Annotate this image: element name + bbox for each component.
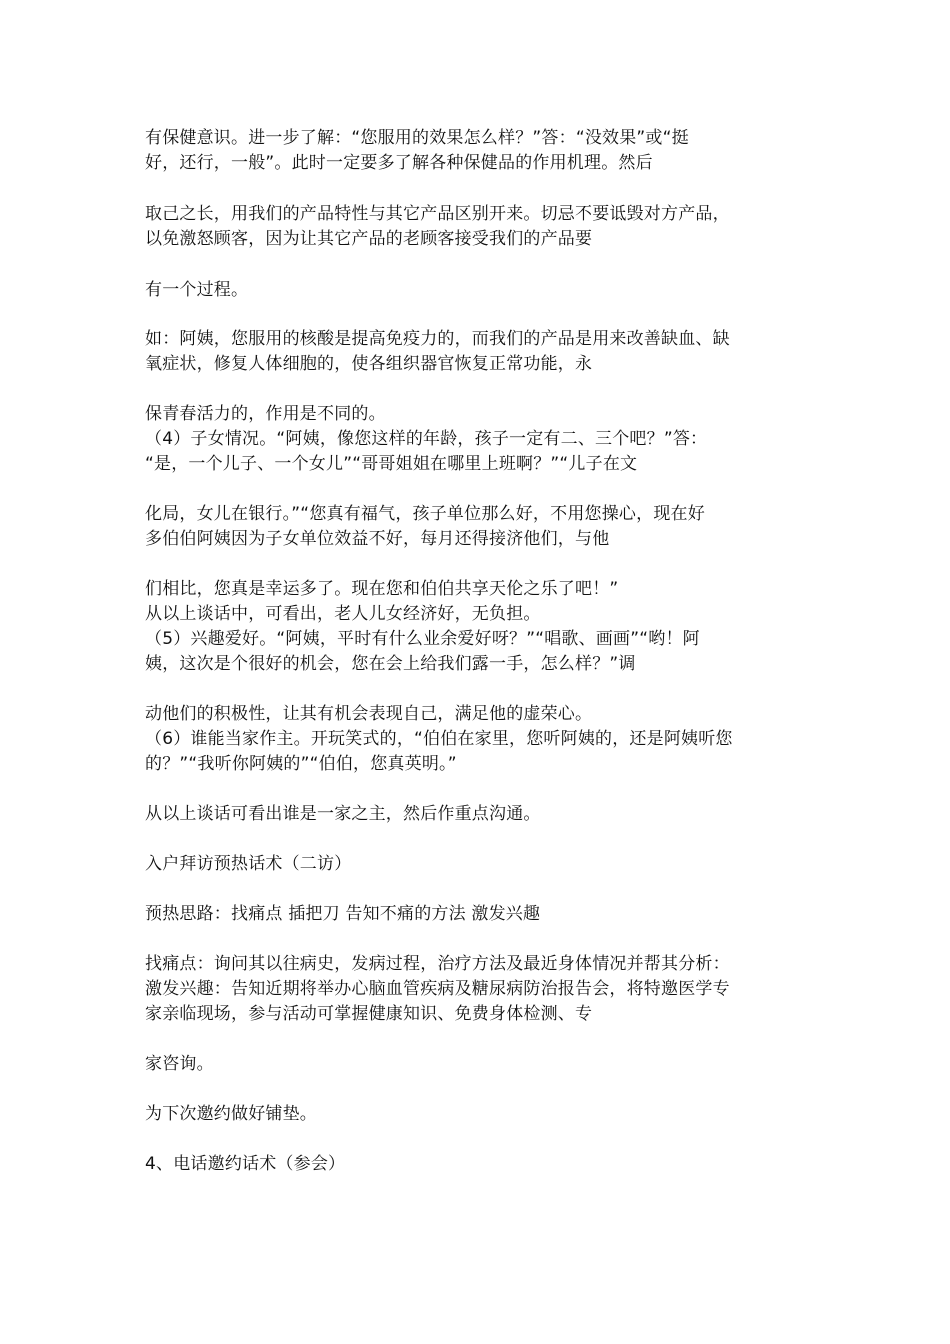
text-line: 取己之长，用我们的产品特性与其它产品区别开来。切忌不要诋毁对方产品， — [145, 204, 730, 224]
text-line: 化局，女儿在银行。”“您真有福气，孩子单位那么好，不用您操心，现在好 — [145, 504, 705, 524]
text-line: 从以上谈话可看出谁是一家之主，然后作重点沟通。 — [145, 804, 541, 824]
text-line: 激发兴趣：告知近期将举办心脑血管疾病及糖尿病防治报告会，将特邀医学专 — [145, 979, 730, 999]
text-line: 动他们的积极性，让其有机会表现自己，满足他的虚荣心。 — [145, 704, 593, 724]
text-line: 以免激怒顾客，因为让其它产品的老顾客接受我们的产品要 — [145, 229, 593, 249]
text-line: （6）谁能当家作主。开玩笑式的，“伯伯在家里，您听阿姨的，还是阿姨听您 — [145, 729, 733, 749]
text-line: 好，还行，一般”。此时一定要多了解各种保健品的作用机理。然后 — [145, 153, 653, 173]
text-line: 们相比，您真是幸运多了。现在您和伯伯共享天伦之乐了吧！” — [145, 579, 619, 599]
text-line: 保青春活力的，作用是不同的。 — [145, 404, 386, 424]
text-line: （5）兴趣爱好。“阿姨，平时有什么业余爱好呀？”“唱歌、画画”“哟！阿 — [145, 629, 700, 649]
text-line: 有保健意识。进一步了解：“您服用的效果怎么样？”答：“没效果”或“挺 — [145, 128, 689, 148]
text-line: 为下次邀约做好铺垫。 — [145, 1104, 317, 1124]
text-line: 从以上谈话中，可看出，老人儿女经济好，无负担。 — [145, 604, 541, 624]
text-line: 有一个过程。 — [145, 280, 249, 300]
text-line: 入户拜访预热话术（二访） — [145, 854, 352, 874]
text-line: （4）子女情况。“阿姨，像您这样的年龄，孩子一定有二、三个吧？”答： — [145, 429, 708, 449]
text-line: 的？”“我听你阿姨的”“伯伯，您真英明。” — [145, 754, 457, 774]
text-line: 姨，这次是个很好的机会，您在会上给我们露一手，怎么样？”调 — [145, 654, 636, 674]
text-line: “是，一个儿子、一个女儿”“哥哥姐姐在哪里上班啊？”“儿子在文 — [145, 454, 638, 474]
text-line: 预热思路：找痛点 插把刀 告知不痛的方法 激发兴趣 — [145, 904, 541, 924]
text-line: 多伯伯阿姨因为子女单位效益不好，每月还得接济他们，与他 — [145, 529, 610, 549]
text-line: 4、电话邀约话术（参会） — [145, 1154, 346, 1174]
text-line: 家咨询。 — [145, 1054, 214, 1074]
text-line: 家亲临现场，参与活动可掌握健康知识、免费身体检测、专 — [145, 1004, 593, 1024]
text-line: 如：阿姨，您服用的核酸是提高免疫力的，而我们的产品是用来改善缺血、缺 — [145, 329, 730, 349]
text-line: 氧症状，修复人体细胞的，使各组织器官恢复正常功能，永 — [145, 354, 593, 374]
text-line: 找痛点：询问其以往病史，发病过程，治疗方法及最近身体情况并帮其分析： — [145, 954, 730, 974]
